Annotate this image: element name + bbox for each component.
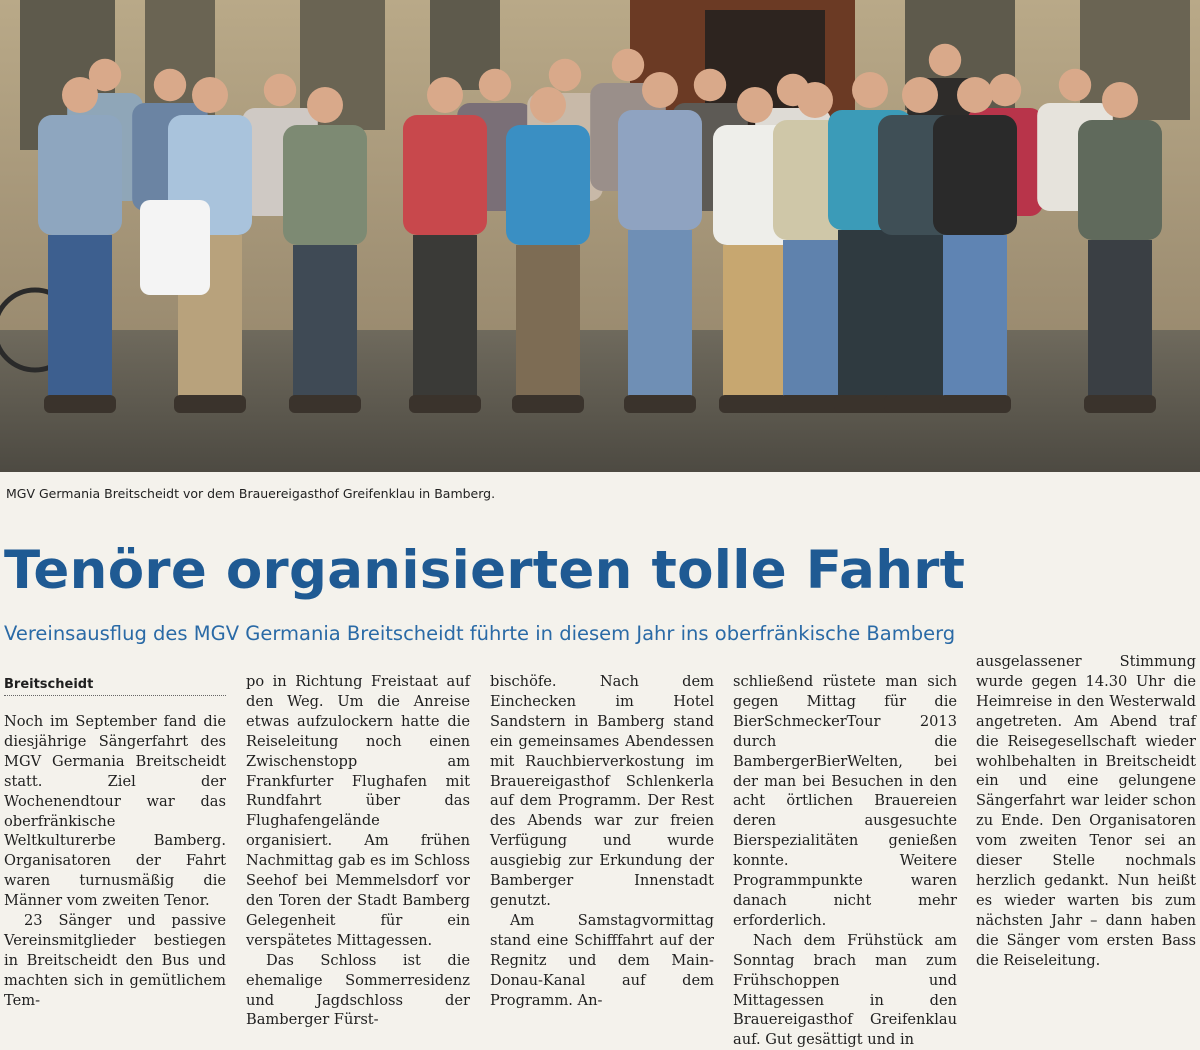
- person-legs: [48, 235, 112, 400]
- headline: Tenöre organisierten tolle Fahrt: [4, 540, 966, 601]
- person-torso: [1078, 120, 1162, 240]
- photo-caption: MGV Germania Breitscheidt vor dem Brauereigasthof Greifenklau in Bamberg.: [6, 486, 496, 501]
- person-head: [852, 72, 888, 108]
- person-torso: [618, 110, 702, 230]
- person-head: [62, 77, 98, 113]
- person-legs: [413, 235, 477, 400]
- person-head: [1059, 69, 1091, 101]
- article-column-5: [976, 652, 1196, 971]
- person-torso: [506, 125, 590, 245]
- paragraph: bischöfe. Nach dem Einchecken im Hotel Sandstern in Bamberg stand ein gemeinsames Abendessen mit Rauchbierverkostung im Brauereigasthof Schlenkerla auf dem Programm. Der Rest des Abends war zur freien Verfügung und wurde ausgiebig zur Erkundung der Bamberger Innenstadt genutzt.: [490, 673, 714, 909]
- person-legs: [888, 235, 952, 400]
- person-shoes: [1084, 395, 1156, 413]
- article-column-4: [733, 672, 957, 1050]
- article-column-1: [4, 712, 226, 1011]
- article-column-2: [246, 672, 470, 1030]
- person-head: [479, 69, 511, 101]
- person-shoes: [624, 395, 696, 413]
- person-legs: [516, 245, 580, 400]
- person-torso: [403, 115, 487, 235]
- person-legs: [1088, 240, 1152, 400]
- person-head: [957, 77, 993, 113]
- person-head: [737, 87, 773, 123]
- person-head: [192, 77, 228, 113]
- group-photo: [0, 0, 1200, 472]
- person-head: [989, 74, 1021, 106]
- person-head: [797, 82, 833, 118]
- person-shoes: [512, 395, 584, 413]
- person-legs: [628, 230, 692, 400]
- person-head: [427, 77, 463, 113]
- paragraph: 23 Sänger und passive Vereinsmitglieder bestiegen in Breitscheidt den Bus und machten sich in gemütlichem Tem-: [4, 912, 226, 1009]
- person-head: [929, 44, 961, 76]
- person-legs: [943, 235, 1007, 400]
- paragraph: Das Schloss ist die ehemalige Sommerresidenz und Jagdschloss der Bamberger Fürst-: [246, 951, 470, 1029]
- person-head: [694, 69, 726, 101]
- person-head: [307, 87, 343, 123]
- person-head: [154, 69, 186, 101]
- paragraph: schließend rüstete man sich gegen Mittag für die BierSchmeckerTour 2013 durch die BambergerBierWelten, bei der man bei Besuchen in den acht örtlichen Brauereien deren ausgesuchte Bierspezialitäten genießen konnte. Weitere Programmpunkte waren danach nicht mehr erforderlich.: [733, 673, 957, 929]
- person-legs: [723, 245, 787, 400]
- paragraph: Nach dem Frühstück am Sonntag brach man zum Frühschoppen und Mittagessen in den Brauereigasthof Greifenklau auf. Gut gesättigt und in: [733, 931, 957, 1049]
- person-head: [1102, 82, 1138, 118]
- paragraph: po in Richtung Freistaat auf den Weg. Um die Anreise etwas aufzulockern hatte die Reiseleitung noch einen Zwischenstopp am Frankfurter Flughafen mit Rundfahrt über das Flughafengelände organisiert. Am frühen Nachmittag gab es im Schloss Seehof bei Memmelsdorf vor den Toren der Stadt Bamberg Gelegenheit für ein verspätetes Mittagessen.: [246, 673, 470, 949]
- person-shoes: [289, 395, 361, 413]
- subheadline: Vereinsausflug des MGV Germania Breitscheidt führte in diesem Jahr ins oberfränkische Bamberg: [4, 622, 956, 645]
- person-torso: [933, 115, 1017, 235]
- paragraph: ausgelassener Stimmung wurde gegen 14.30 Uhr die Heimreise in den Westerwald angetreten. Am Abend traf die Reisegesellschaft wieder wohlbehalten in Breitscheidt ein und eine gelungene Sängerfahrt war leider schon zu Ende. Den Organisatoren vom zweiten Tenor sei an dieser Stelle nochmals herzlich gedankt. Nun heißt es wieder warten bis zum nächsten Jahr – dann haben die Sänger vom ersten Bass die Reiseleitung.: [976, 653, 1196, 969]
- person-shoes: [939, 395, 1011, 413]
- plastic-bag: [140, 200, 210, 295]
- person-torso: [38, 115, 122, 235]
- person-shoes: [174, 395, 246, 413]
- person-shoes: [409, 395, 481, 413]
- person-head: [530, 87, 566, 123]
- person-legs: [293, 245, 357, 400]
- person-head: [612, 49, 644, 81]
- paragraph: Am Samstagvormittag stand eine Schifffahrt auf der Regnitz und dem Main-Donau-Kanal auf dem Programm. An-: [490, 911, 714, 1009]
- person-shoes: [44, 395, 116, 413]
- paragraph: Noch im September fand die diesjährige Sängerfahrt des MGV Germania Breitscheidt statt. Ziel der Wochenendtour war das oberfränkische Weltkulturerbe Bamberg. Organisatoren der Fahrt waren turnusmäßig die Männer vom zweiten Tenor.: [4, 713, 226, 910]
- person-legs: [783, 240, 847, 400]
- person-head: [264, 74, 296, 106]
- person-head: [549, 59, 581, 91]
- person-torso: [283, 125, 367, 245]
- article-column-3: [490, 672, 714, 1010]
- dateline: Breitscheidt: [4, 677, 226, 696]
- person-head: [902, 77, 938, 113]
- person-head: [642, 72, 678, 108]
